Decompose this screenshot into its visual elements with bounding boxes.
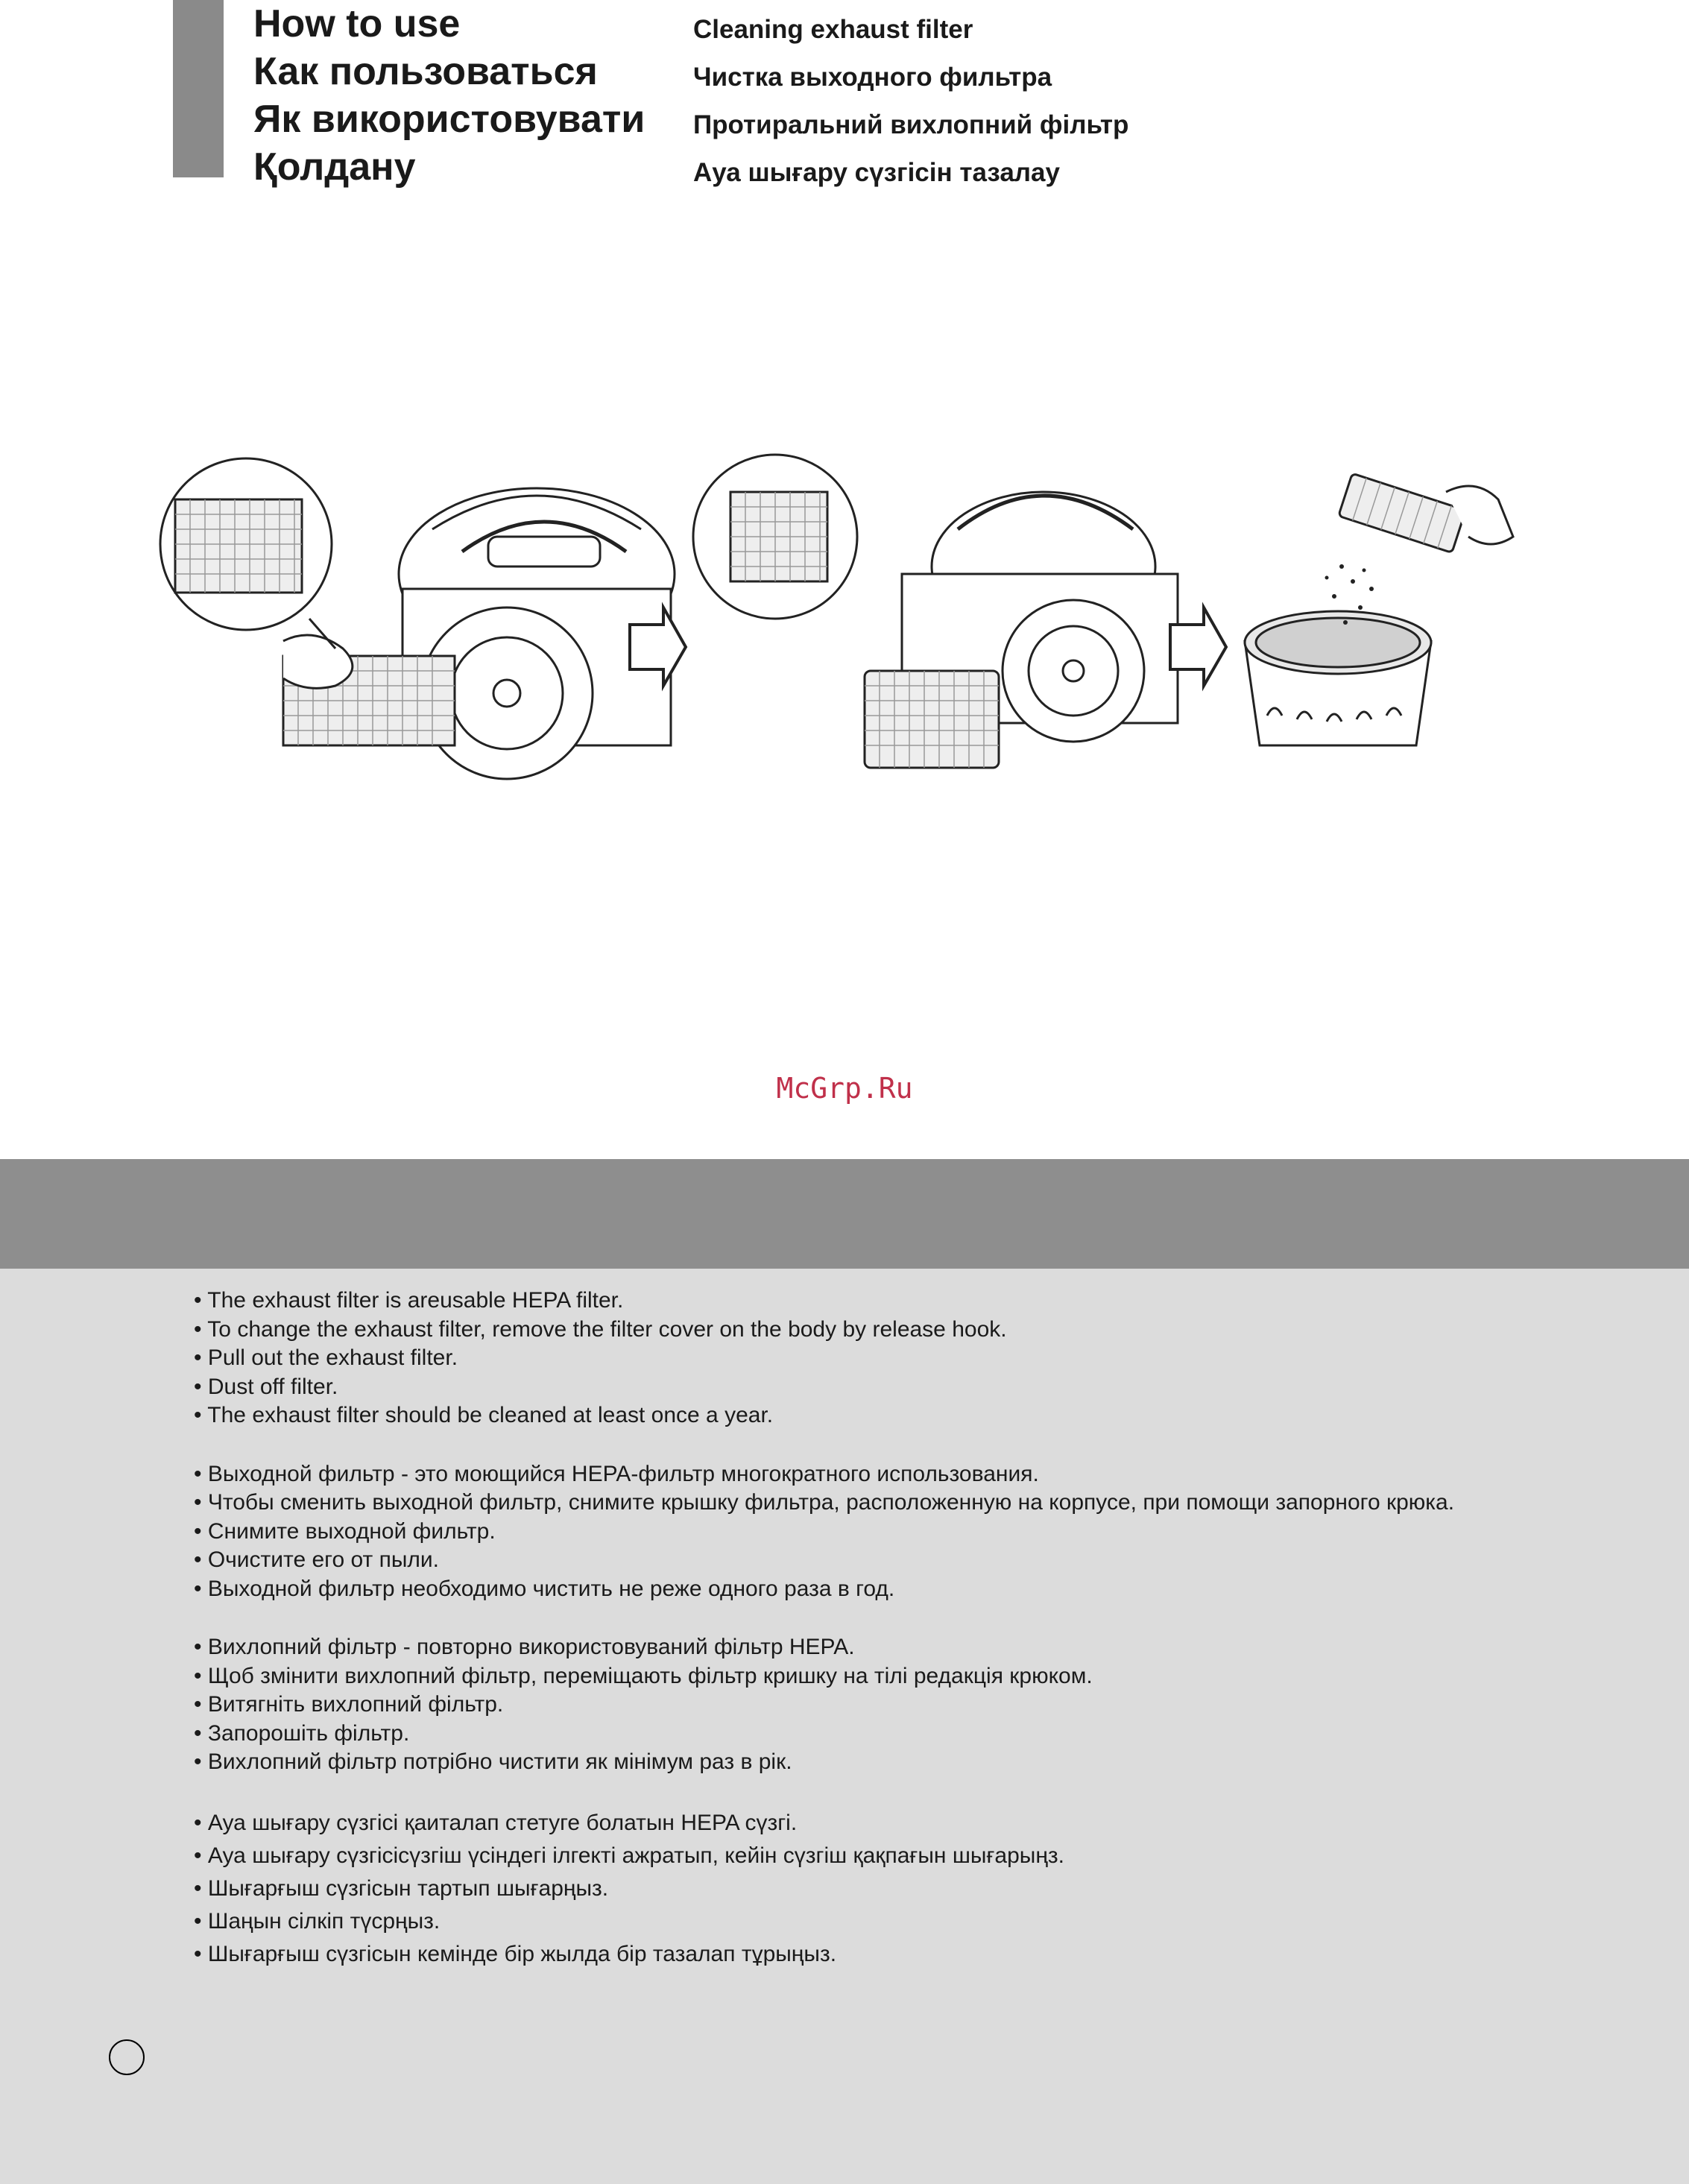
instruction-item: • The exhaust filter is areusable HEPA filter. bbox=[194, 1288, 624, 1313]
subtitle-en: Cleaning exhaust filter bbox=[693, 15, 973, 44]
instruction-item: • Ауа шығару сүзгісісүзгіш үсіндегі ілгекті ажратып, кейін сүзгіш қақпағын шығарыңз. bbox=[194, 1843, 1064, 1868]
instruction-item: • Витягніть вихлопний фільтр. bbox=[194, 1692, 504, 1717]
instruction-item: • Вихлопний фільтр - повторно використовуваний фільтр HEPA. bbox=[194, 1635, 855, 1659]
instruction-item: • Снимите выходной фильтр. bbox=[194, 1518, 496, 1544]
instruction-item: • Щоб змінити вихлопний фільтр, переміщають фільтр кришку на тілі редакція крюком. bbox=[194, 1663, 1093, 1688]
instruction-item: • Pull out the exhaust filter. bbox=[194, 1345, 458, 1370]
page-number-circle bbox=[109, 2039, 145, 2075]
instruction-item: • Чтобы сменить выходной фильтр, снимите крышку фильтра, расположенную на корпусе, при помощи запорного крюка. bbox=[194, 1490, 1455, 1515]
instructions-en bbox=[194, 1287, 1670, 1430]
page-title-group bbox=[253, 0, 645, 191]
vacuum-filter-cover-icon bbox=[160, 458, 675, 779]
page-title-ru: Как пользоваться bbox=[253, 50, 598, 93]
instructions-ru bbox=[194, 1460, 1670, 1604]
filter-dusting-icon bbox=[1245, 473, 1513, 745]
page-title-kk: Қолдану bbox=[253, 145, 416, 189]
illustration-strip bbox=[149, 447, 1565, 790]
instructions-kk bbox=[194, 1807, 1670, 1971]
instruction-item: • Шығарғыш сүзгісын тартып шығарңыз. bbox=[194, 1875, 609, 1901]
instruction-item: • Вихлопний фільтр потрібно чистити як мінімум раз в рік. bbox=[194, 1749, 792, 1774]
watermark-text: McGrp.Ru bbox=[776, 1072, 913, 1105]
notes-header-band bbox=[0, 1159, 1689, 1269]
instruction-item: • Запорошіть фільтр. bbox=[194, 1720, 410, 1746]
subtitle-ru: Чистка выходного фильтра bbox=[693, 63, 1052, 92]
instruction-item: • Выходной фильтр необходимо чистить не реже одного раза в год. bbox=[194, 1576, 895, 1601]
instruction-item: • Ауа шығару сүзгісі қаиталап стетуге болатын HEPA сүзгі. bbox=[194, 1810, 798, 1835]
instruction-item: • Выходной фильтр - это моющийся HEPA-фильтр многократного использования. bbox=[194, 1461, 1039, 1486]
page-title-en: How to use bbox=[253, 2, 461, 45]
instructions-list bbox=[194, 1287, 1670, 2001]
instruction-item: • To change the exhaust filter, remove the filter cover on the body by release hook. bbox=[194, 1316, 1007, 1342]
subtitle-uk: Протиральний вихлопний фільтр bbox=[693, 110, 1129, 139]
instruction-item: • The exhaust filter should be cleaned at least once a year. bbox=[194, 1403, 774, 1427]
instruction-item: • Шаңын сілкіп түсрңыз. bbox=[194, 1908, 441, 1934]
instruction-item: • Шығарғыш сүзгісын кемінде бір жылда бір тазалап тұрыңыз. bbox=[194, 1941, 837, 1966]
section-subtitle-group bbox=[693, 6, 1128, 197]
instructions-uk bbox=[194, 1633, 1670, 1777]
instruction-item: • Dust off filter. bbox=[194, 1374, 338, 1399]
filter-removal-icon bbox=[693, 455, 1178, 768]
page-title-uk: Як використовувати bbox=[253, 98, 645, 141]
section-tab bbox=[173, 0, 224, 177]
instruction-item: • Очистите его от пыли. bbox=[194, 1547, 439, 1572]
subtitle-kk: Ауа шығару сүзгісін тазалау bbox=[693, 158, 1060, 187]
